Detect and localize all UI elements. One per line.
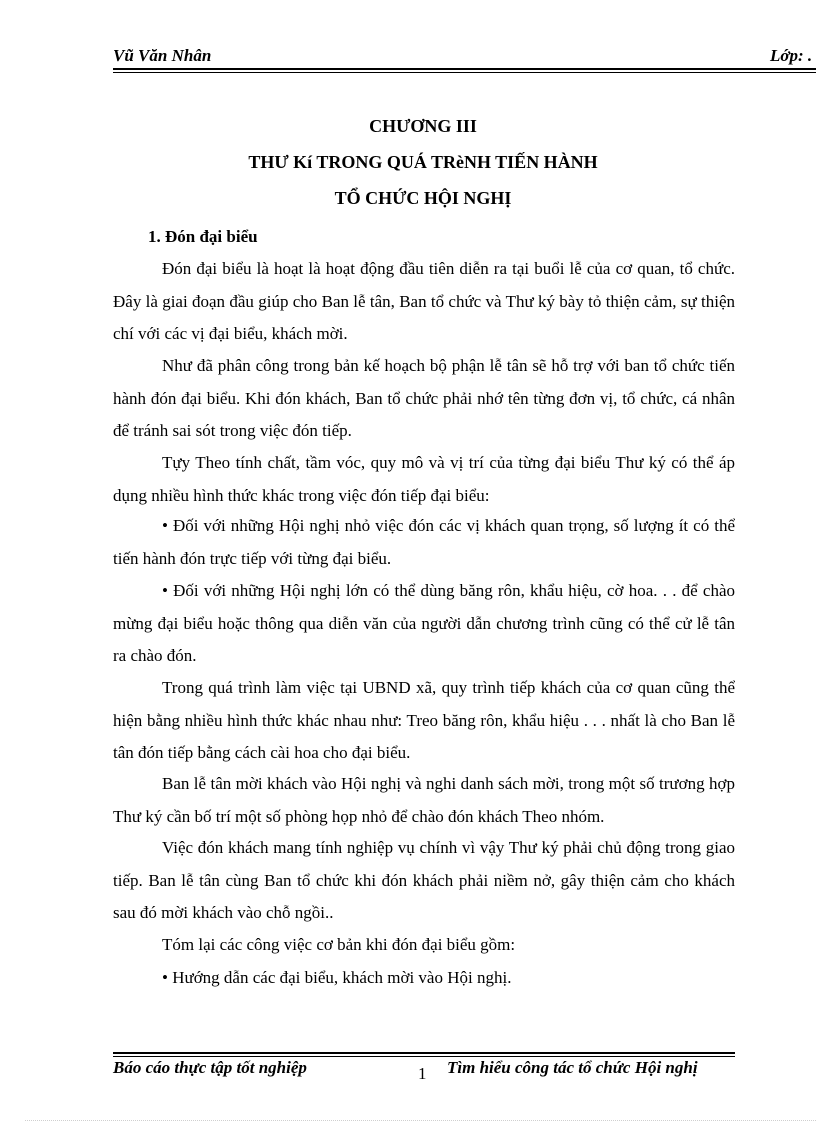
bullet-1: • Đối với những Hội nghị nhỏ việc đón các vị khách quan trọng, số lượng ít có thể tiến hành đón trực tiếp với từng đại biểu. <box>113 516 735 568</box>
footer-report-title: Báo cáo thực tập tốt nghiệp <box>113 1058 307 1077</box>
header-rule-thick <box>113 68 816 70</box>
header-author: Vũ Văn Nhân <box>113 46 212 65</box>
paragraph-7: Tóm lại các công việc cơ bản khi đón đại biểu gồm: <box>162 935 516 954</box>
header-class: Lớp: . <box>770 46 813 65</box>
paragraph-2: Như đã phân công trong bản kế hoạch bộ phận lễ tân sẽ hỗ trợ với ban tổ chức tiến hành đón đại biểu. Khi đón khách, Ban tổ chức phải nhớ tên từng đơn vị, tổ chức, cá nhân để tránh sai sót trong việc đón tiếp. <box>113 356 735 440</box>
paragraph-5: Ban lễ tân mời khách vào Hội nghị và nghi danh sách mời, trong một số trương hợp Thư ký cần bố trí một số phòng họp nhỏ để chào đón khách Theo nhóm. <box>113 774 735 826</box>
bullet-3: • Hướng dẫn các đại biểu, khách mời vào Hội nghị. <box>162 968 512 987</box>
footer-rule-thick <box>113 1052 735 1054</box>
footer-topic: Tìm hiểu công tác tổ chức Hội nghị <box>447 1058 698 1077</box>
paragraph-3: Tựy Theo tính chất, tầm vóc, quy mô và vị trí của từng đại biểu Thư ký có thể áp dụng nhiều hình thức khác trong việc đón tiếp đại biểu: <box>113 453 735 505</box>
footer-rule-thin <box>113 1056 735 1057</box>
paragraph-1: Đón đại biểu là hoạt là hoạt động đầu tiên diễn ra tại buổi lễ của cơ quan, tổ chức. Đây là giai đoạn đầu giúp cho Ban lễ tân, Ban tổ chức và Thư ký bày tỏ thiện cảm, sự thiện chí với các vị đại biểu, khách mời. <box>113 259 735 343</box>
chapter-number: CHƯƠNG III <box>369 116 477 136</box>
page-bottom-divider <box>25 1120 816 1121</box>
header-rule-thin <box>113 72 816 73</box>
footer-page-number: 1 <box>418 1064 427 1083</box>
chapter-title-line2: TỔ CHỨC HỘI NGHỊ <box>334 188 512 208</box>
chapter-title-line1: THƯ Kí TRONG QUÁ TRèNH TIẾN HÀNH <box>248 152 598 172</box>
paragraph-4: Trong quá trình làm việc tại UBND xã, quy trình tiếp khách của cơ quan cũng thể hiện bằng nhiều hình thức khác nhau như: Treo băng rôn, khẩu hiệu . . . nhất là cho Ban lễ tân đón tiếp bằng cách cài hoa cho đại biểu. <box>113 678 735 762</box>
paragraph-6: Việc đón khách mang tính nghiệp vụ chính vì vậy Thư ký phải chủ động trong giao tiếp. Ban lễ tân cùng Ban tổ chức khi đón khách phải niềm nở, gây thiện cảm cho khách sau đó mời khách vào chỗ ngồi.. <box>113 838 735 922</box>
bullet-2: • Đối với những Hội nghị lớn có thể dùng băng rôn, khẩu hiệu, cờ hoa. . . để chào mừng đại biểu hoặc thông qua diễn văn của người dẫn chương trình cũng có thể cử lễ tân ra chào đón. <box>113 581 735 665</box>
section-heading: 1. Đón đại biểu <box>148 227 258 246</box>
